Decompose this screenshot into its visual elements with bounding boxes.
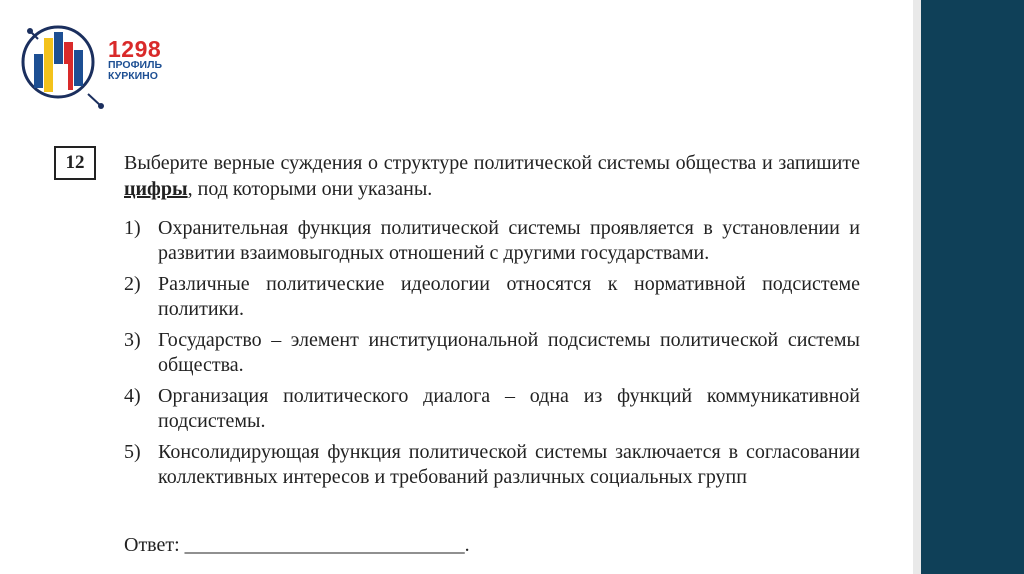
option-number: 1)	[124, 217, 141, 239]
answer-line[interactable]: Ответ: ____________________________.	[124, 534, 470, 556]
option-number: 3)	[124, 329, 141, 351]
option-item	[124, 328, 860, 378]
slide-divider	[913, 0, 921, 574]
option-item	[124, 272, 860, 322]
logo-line1: ПРОФИЛЬ	[108, 59, 163, 71]
option-text: Охранительная функция политической системы проявляется в установлении и развитии взаимовыгодных отношений с другими государствами.	[158, 217, 860, 264]
option-item	[124, 440, 860, 490]
option-item	[124, 384, 860, 434]
option-text: Консолидирующая функция политической системы заключается в согласовании коллективных интересов и требований различных социальных групп	[158, 441, 860, 488]
logo-text	[108, 38, 162, 82]
option-number: 5)	[124, 441, 141, 463]
school-logo-icon	[18, 14, 188, 110]
question-text-part2: , под которыми они указаны.	[187, 178, 433, 200]
question-text-part1: Выберите верные суждения о структуре политической системы общества и запишите	[124, 152, 860, 174]
option-number: 2)	[124, 273, 141, 295]
option-item	[124, 216, 860, 266]
option-text: Организация политического диалога – одна из функций коммуникативной подсистемы.	[158, 385, 860, 432]
question-emphasis: цифры	[124, 178, 188, 200]
option-text: Различные политические идеологии относятся к нормативной подсистеме политики.	[158, 273, 860, 320]
option-number: 4)	[124, 385, 141, 407]
option-text: Государство – элемент институциональной подсистемы политической системы общества.	[158, 329, 860, 376]
options-list	[124, 216, 860, 496]
logo-line2: КУРКИНО	[108, 70, 158, 82]
task-number-box: 12	[54, 146, 96, 180]
logo-number: 1298	[108, 36, 162, 62]
right-sidebar	[921, 0, 1024, 574]
task-question	[124, 150, 860, 202]
